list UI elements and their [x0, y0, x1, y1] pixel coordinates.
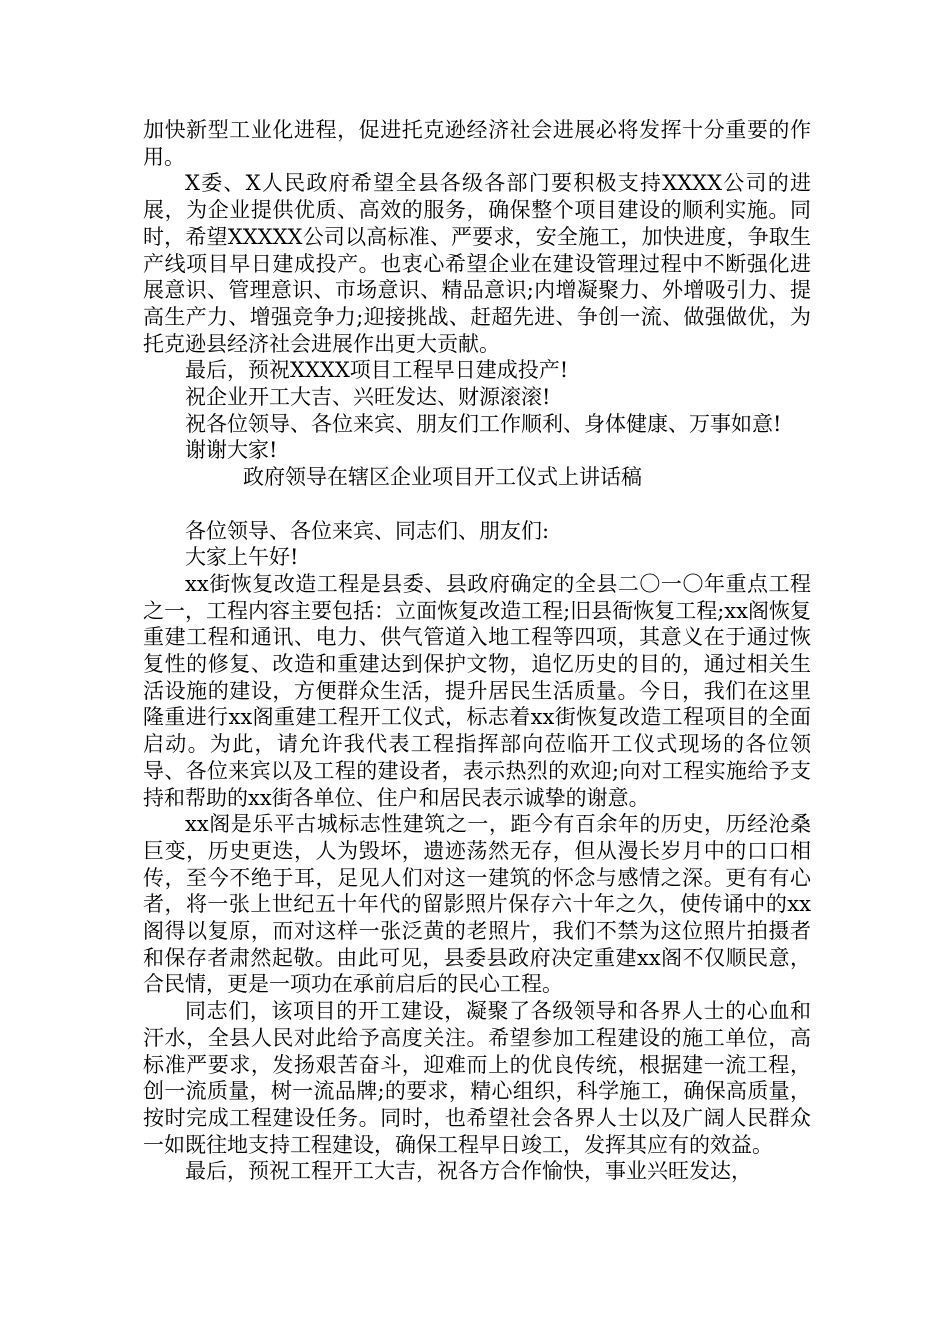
salutation: 大家上午好! [185, 545, 299, 570]
paragraph-wish-enterprise: 祝企业开工大吉、兴旺发达、财源滚滚! [185, 385, 551, 410]
paragraph-wish-production: 最后，预祝XXXX项目工程早日建成投产! [185, 358, 569, 383]
paragraph-expectations: 同志们，该项目的开工建设，凝聚了各级领导和各界人士的心血和汗水，全县人民对此给予高度关注。希望参加工程建设的施工单位，高标准严要求，发扬艰苦奋斗，迎难而上的优良传统，根据建一流工程，创一流质量，树一流品牌;的要求，精心组织，科学施工，确保高质量，按时完成工程建设任务。同时，也希望社会各界人士以及广阔人民群众一如既往地支持工程建设，确保工程早日竣工，发挥其应有的效益。 [143, 999, 811, 1157]
greeting: 各位领导、各位来宾、同志们、朋友们: [185, 518, 550, 543]
paragraph-closing: 最后，预祝工程开工大吉，祝各方合作愉快，事业兴旺发达， [185, 1159, 752, 1184]
paragraph-wish-guests: 祝各位领导、各位来宾、朋友们工作顺利、身体健康、万事如意! [185, 411, 782, 436]
paragraph-continuation: 加快新型工业化进程，促进托克逊经济社会进展必将发挥十分重要的作用。 [143, 118, 811, 169]
paragraph-thanks: 谢谢大家! [185, 438, 278, 463]
speech-title: 政府领导在辖区企业项目开工仪式上讲话稿 [243, 465, 642, 490]
blank-line [143, 491, 811, 518]
paragraph-project-intro: xx街恢复改造工程是县委、县政府确定的全县二〇一〇年重点工程之一，工程内容主要包括：立面恢复改造工程;旧县衙恢复工程;xx阁恢复重建工程和通讯、电力、供气管道入地工程等四项，其意义在于通过恢复性的修复、改造和重建达到保护文物，追忆历史的目的，通过相关生活设施的建设，方便群众生活，提升居民生活质量。今日，我们在这里隆重进行xx阁重建工程开工仪式，标志着xx街恢复改造工程项目的全面启动。为此，请允许我代表工程指挥部向莅临开工仪式现场的各位领导、各位来宾以及工程的建设者，表示热烈的欢迎;向对工程实施给予支持和帮助的xx街各单位、住户和居民表示诚挚的谢意。 [143, 571, 811, 810]
paragraph-support: X委、X人民政府希望全县各级各部门要积极支持XXXX公司的进展，为企业提供优质、高效的服务，确保整个项目建设的顺利实施。同时，希望XXXXX公司以高标准、严要求，安全施工，加快进度，争取生产线项目早日建成投产。也衷心希望企业在建设管理过程中不断强化进展意识、管理意识、市场意识、精品意识;内增凝聚力、外增吸引力、提高生产力、增强竞争力;迎接挑战、赶超先进、争创一流、做强做优，为托克逊县经济社会进展作出更大贡献。 [143, 171, 811, 356]
paragraph-history: xx阁是乐平古城标志性建筑之一，距今有百余年的历史，历经沧桑巨变，历史更迭，人为毁坏，遗迹荡然无存，但从漫长岁月中的口口相传，至今不绝于耳，足见人们对这一建筑的怀念与感情之深。更有有心者，将一张上世纪五十年代的留影照片保存六十年之久，使传诵中的xx阁得以复原，而对这样一张泛黄的老照片，我们不禁为这位照片拍摄者和保存者肃然起敬。由此可见，县委县政府决定重建xx阁不仅顺民意，合民情，更是一项功在承前启后的民心工程。 [143, 812, 811, 997]
document-body [143, 117, 811, 1185]
